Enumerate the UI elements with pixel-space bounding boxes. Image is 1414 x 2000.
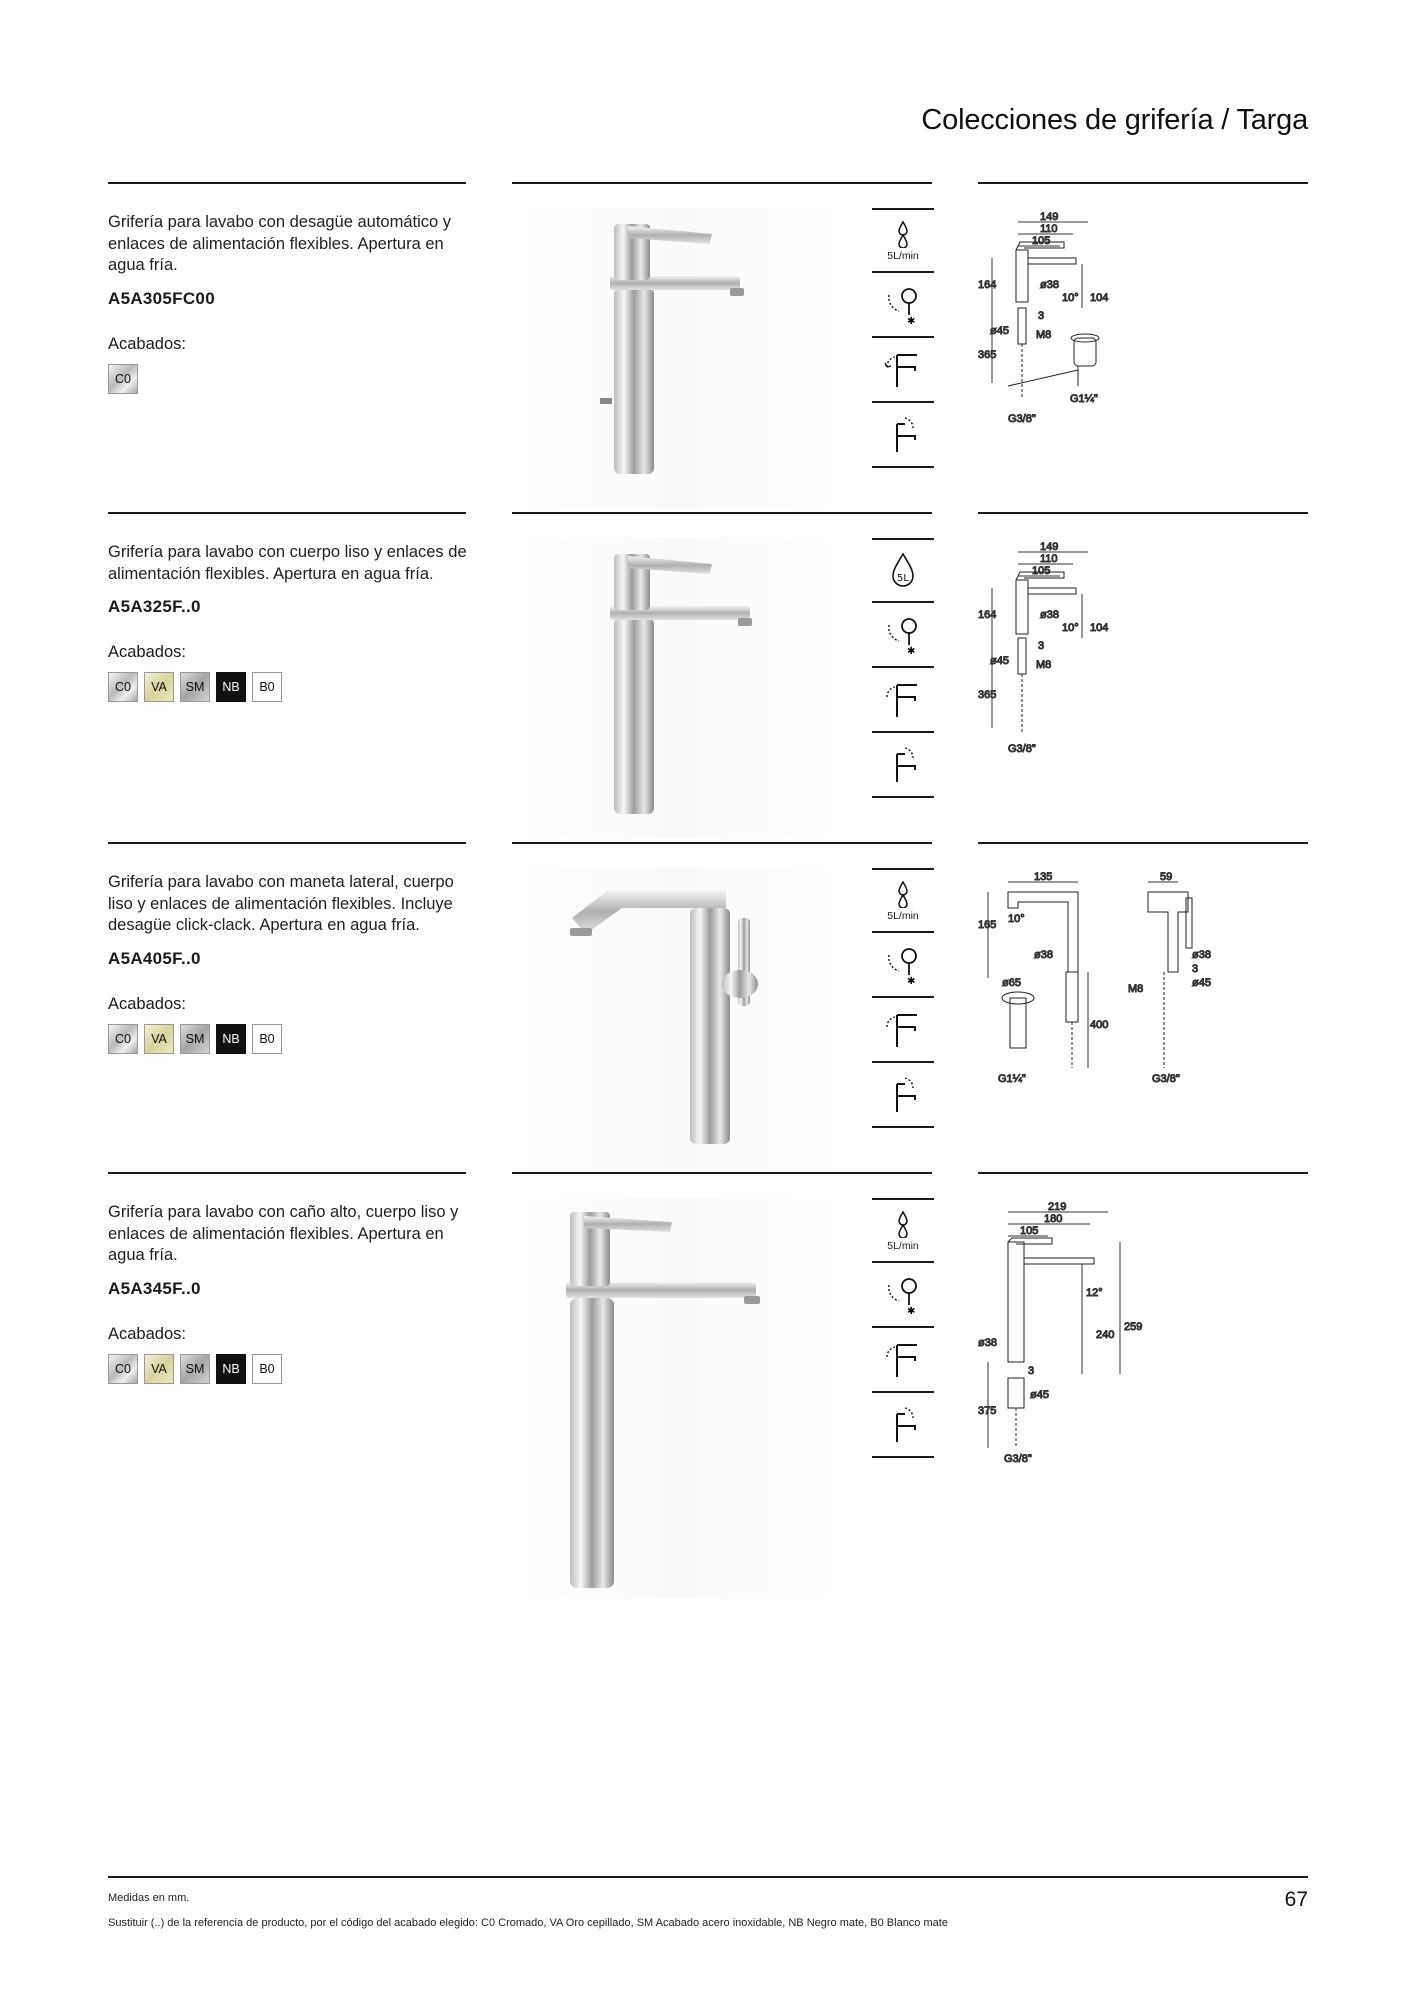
dim-label: 164 xyxy=(978,279,997,291)
cold-start-icon xyxy=(872,273,934,338)
product-info xyxy=(108,1202,468,1384)
svg-text:M8: M8 xyxy=(1128,983,1144,995)
divider xyxy=(108,1172,466,1174)
svg-text:✱: ✱ xyxy=(907,315,916,325)
finishes-label: Acabados: xyxy=(108,1324,186,1343)
svg-text:259: 259 xyxy=(1124,1321,1143,1333)
finish-swatch-va: VA xyxy=(144,1024,174,1054)
svg-text:135: 135 xyxy=(1034,871,1053,883)
svg-text:ø38: ø38 xyxy=(1040,609,1059,621)
dim-label: 104 xyxy=(1090,292,1109,304)
svg-text:ø38: ø38 xyxy=(1034,949,1053,961)
finish-swatch-nb: NB xyxy=(216,1024,246,1054)
flow-caption: 5L/min xyxy=(887,909,919,922)
divider xyxy=(978,1172,1308,1174)
svg-text:G3/8": G3/8" xyxy=(1004,1453,1032,1465)
dim-label: ø45 xyxy=(990,325,1009,337)
feature-icons xyxy=(872,538,934,798)
product-info xyxy=(108,542,468,702)
finish-swatch-sm: SM xyxy=(180,1354,210,1384)
faucet-image xyxy=(512,1198,842,1598)
svg-text:ø45: ø45 xyxy=(990,655,1009,667)
technical-drawing xyxy=(978,868,1308,1168)
product-code: A5A325F..0 xyxy=(108,597,201,616)
product-info xyxy=(108,872,468,1054)
svg-text:✱: ✱ xyxy=(907,975,916,985)
svg-text:105: 105 xyxy=(1032,565,1051,577)
finish-swatch-b0: B0 xyxy=(252,672,282,702)
tap-body-icon xyxy=(872,338,934,403)
divider xyxy=(978,512,1308,514)
svg-text:10°: 10° xyxy=(1062,622,1079,634)
dim-label: 10° xyxy=(1062,292,1079,304)
svg-text:400: 400 xyxy=(1090,1019,1109,1031)
flow-rate-icon xyxy=(872,1198,934,1263)
flow-caption: 5L/min xyxy=(887,1239,919,1252)
dim-label: 3 xyxy=(1038,310,1045,322)
svg-text:G1¼": G1¼" xyxy=(998,1073,1026,1085)
svg-text:219: 219 xyxy=(1048,1201,1067,1213)
finish-swatch-b0: B0 xyxy=(252,1024,282,1054)
tap-body-icon xyxy=(872,1328,934,1393)
technical-drawing xyxy=(978,208,1308,508)
finish-swatch-sm: SM xyxy=(180,1024,210,1054)
product-4 xyxy=(0,1172,1414,1592)
footer-divider xyxy=(108,1876,1308,1878)
svg-text:59: 59 xyxy=(1160,871,1173,883)
svg-text:110: 110 xyxy=(1040,553,1058,565)
svg-text:3: 3 xyxy=(1028,1365,1035,1377)
divider xyxy=(512,182,932,184)
finish-swatches xyxy=(108,1024,468,1054)
divider xyxy=(108,182,466,184)
finish-swatch-b0: B0 xyxy=(252,1354,282,1384)
divider xyxy=(108,512,466,514)
product-description: Grifería para lavabo con desagüe automático y enlaces de alimentación flexibles. Apertura en agua fría. xyxy=(108,213,452,274)
svg-text:375: 375 xyxy=(978,1405,997,1417)
dim-label: G1¼" xyxy=(1070,393,1098,405)
finishes-label: Acabados: xyxy=(108,334,186,353)
divider xyxy=(978,182,1308,184)
svg-text:105: 105 xyxy=(1020,1225,1039,1237)
tap-body-icon xyxy=(872,668,934,733)
faucet-image xyxy=(512,868,842,1168)
divider xyxy=(512,1172,932,1174)
divider xyxy=(512,842,932,844)
dim-label: ø38 xyxy=(1040,279,1059,291)
flow-caption: 5L/min xyxy=(887,249,919,262)
svg-text:ø45: ø45 xyxy=(1192,977,1211,989)
svg-text:ø65: ø65 xyxy=(1002,977,1021,989)
faucet-body xyxy=(614,288,654,474)
finish-swatch-c0: C0 xyxy=(108,672,138,702)
svg-text:G3/8": G3/8" xyxy=(1008,743,1036,755)
finish-swatches xyxy=(108,672,468,702)
tap-body-icon xyxy=(872,998,934,1063)
feature-icons xyxy=(872,208,934,468)
lever-icon xyxy=(872,733,934,798)
page-number: 67 xyxy=(1284,1888,1308,1911)
svg-text:ø38: ø38 xyxy=(978,1337,997,1349)
footer-note: Medidas en mm. xyxy=(108,1892,190,1904)
faucet-image xyxy=(512,208,842,508)
svg-text:✱: ✱ xyxy=(907,645,916,655)
flow-rate-5l-icon xyxy=(872,538,934,603)
product-description: Grifería para lavabo con cuerpo liso y enlaces de alimentación flexibles. Apertura en agua fría. xyxy=(108,543,467,583)
finish-swatch-c0: C0 xyxy=(108,1024,138,1054)
svg-text:✱: ✱ xyxy=(907,1305,916,1315)
dim-label: 149 xyxy=(1040,211,1059,223)
page-title: Colecciones de grifería / Targa xyxy=(921,104,1308,136)
product-code: A5A345F..0 xyxy=(108,1278,201,1298)
faucet-image xyxy=(512,538,842,838)
product-2 xyxy=(0,512,1414,842)
svg-text:104: 104 xyxy=(1090,622,1109,634)
finishes-label: Acabados: xyxy=(108,994,186,1013)
feature-icons xyxy=(872,868,934,1128)
product-1 xyxy=(0,182,1414,512)
product-info xyxy=(108,212,468,394)
finish-swatch-va: VA xyxy=(144,1354,174,1384)
svg-text:ø38: ø38 xyxy=(1192,949,1211,961)
dim-label: M8 xyxy=(1036,329,1052,341)
finish-swatch-c0: C0 xyxy=(108,1354,138,1384)
dim-label: 105 xyxy=(1032,235,1051,247)
svg-text:165: 165 xyxy=(978,919,997,931)
product-3 xyxy=(0,842,1414,1172)
feature-icons xyxy=(872,1198,934,1458)
svg-text:149: 149 xyxy=(1040,541,1059,553)
dim-label: 110 xyxy=(1040,223,1058,235)
lever-icon xyxy=(872,1393,934,1458)
divider xyxy=(108,842,466,844)
svg-text:M8: M8 xyxy=(1036,659,1052,671)
finish-swatch-c0: C0 xyxy=(108,364,138,394)
svg-text:3: 3 xyxy=(1192,963,1199,975)
flow-5l-caption: 5L xyxy=(897,572,909,584)
product-description: Grifería para lavabo con maneta lateral, cuerpo liso y enlaces de alimentación flexibles. Incluye desagüe click-clack. Apertura en agua fría. xyxy=(108,873,454,934)
product-code: A5A405F..0 xyxy=(108,948,201,968)
dim-label: 365 xyxy=(978,349,997,361)
svg-text:10°: 10° xyxy=(1008,913,1025,925)
svg-text:164: 164 xyxy=(978,609,997,621)
lever-icon xyxy=(872,1063,934,1128)
footer-legend: Sustituir (..) de la referencia de producto, por el código del acabado elegido: C0 Cromado, VA Oro cepillado, SM Acabado acero inoxidable, NB Negro mate, B0 Blanco mate xyxy=(108,1917,948,1929)
cold-start-icon xyxy=(872,603,934,668)
divider xyxy=(978,842,1308,844)
finish-swatches xyxy=(108,1354,468,1384)
finish-swatch-nb: NB xyxy=(216,1354,246,1384)
finishes-label: Acabados: xyxy=(108,643,186,661)
svg-text:365: 365 xyxy=(978,689,997,701)
finish-swatch-va: VA xyxy=(144,672,174,702)
product-description: Grifería para lavabo con caño alto, cuerpo liso y enlaces de alimentación flexibles. Apertura en agua fría. xyxy=(108,1203,459,1264)
technical-drawing xyxy=(978,538,1308,838)
product-code: A5A305FC00 xyxy=(108,288,215,308)
technical-drawing xyxy=(978,1198,1308,1498)
svg-text:180: 180 xyxy=(1044,1213,1063,1225)
divider xyxy=(512,512,932,514)
finish-swatches xyxy=(108,364,468,394)
finish-swatch-nb: NB xyxy=(216,672,246,702)
svg-text:3: 3 xyxy=(1038,640,1045,652)
flow-rate-icon xyxy=(872,868,934,933)
svg-text:12°: 12° xyxy=(1086,1287,1103,1299)
lever-icon xyxy=(872,403,934,468)
cold-start-icon xyxy=(872,1263,934,1328)
svg-text:ø45: ø45 xyxy=(1030,1389,1049,1401)
dim-label: G3/8" xyxy=(1008,413,1036,425)
cold-start-icon xyxy=(872,933,934,998)
svg-text:G3/8": G3/8" xyxy=(1152,1073,1180,1085)
svg-text:240: 240 xyxy=(1096,1329,1115,1341)
finish-swatch-sm: SM xyxy=(180,672,210,702)
flow-rate-icon xyxy=(872,208,934,273)
